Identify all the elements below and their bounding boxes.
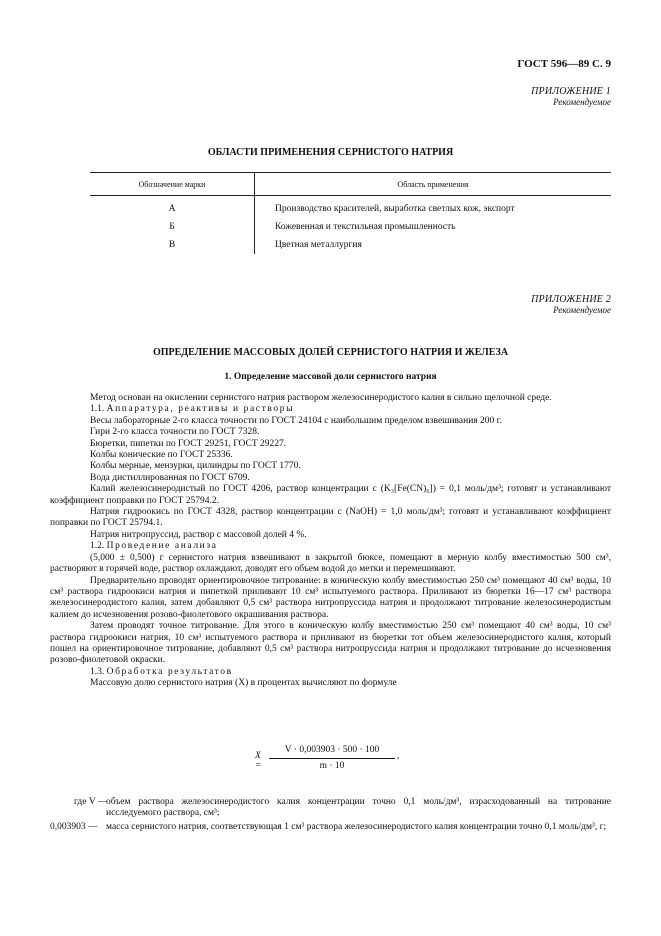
table-header-row (90, 173, 611, 196)
intro-paragraph: Метод основан на окислении сернистого натрия раствором железосинеродистого калия в сильно щелочной среде. (90, 393, 552, 403)
formula-comma: , (397, 751, 400, 761)
legend-text: объем раствора железосинеродистого калия концентрации точно 0,1 моль/дм³, израсходованный на титрование исследуемого раствора, см³; (106, 797, 611, 819)
formula-fraction (269, 745, 395, 773)
equipment-item: Весы лабораторные 2-го класса точности по ГОСТ 24104 с наибольшим пределом взвешивания 200 г. (90, 415, 502, 426)
cell-area: Кожевенная и текстильная промышленность (255, 218, 612, 236)
preliminary-titration-paragraph: Предварительно проводят ориентировочное титрование: в коническую колбу вместимостью 250 см³ помещают 40 см³ воды, 10 см³ раствора гидроокиси натрия и пипеткой приливают 10 см³ испытуемого раствора. Приливают из бюретки 16—17 см³ раствора железосинеродистого калия, затем добавляют 0,5 см³ раствора нитропруссида натрия и продолжают титрование железосинеродистым калием до исчезновения розово-фиолетового окрашивания раствора. (50, 575, 611, 620)
appendix-1-title: ОБЛАСТИ ПРИМЕНЕНИЯ СЕРНИСТОГО НАТРИЯ (207, 147, 454, 158)
reagent-kalium: Калий железосинеродистый по ГОСТ 4206, раствор концентрации с (K₃[Fe(CN)₆]) = 0,1 моль/дм³; готовят и устанавливают коэффициент поправки по ГОСТ 25794.2. (50, 484, 611, 506)
appendix-2-label: ПРИЛОЖЕНИЕ 2 (531, 294, 611, 305)
formula-denominator: m · 10 (319, 761, 345, 771)
section-1-1-heading: 1.1. Аппаратура, реактивы и растворы (90, 404, 295, 415)
table-row (90, 218, 611, 236)
appendix-2-title: ОПРЕДЕЛЕНИЕ МАССОВЫХ ДОЛЕЙ СЕРНИСТОГО НАТРИЯ И ЖЕЛЕЗА (152, 347, 509, 358)
equipment-item: Бюретки, пипетки по ГОСТ 29251, ГОСТ 29227. (90, 438, 287, 449)
applications-table (90, 172, 611, 254)
column-header-mark: Обозначение марки (90, 173, 255, 196)
legend-item (50, 822, 611, 833)
page-header: ГОСТ 596—89 С. 9 (517, 58, 611, 70)
appendix-1-label-block (531, 86, 611, 108)
fraction-bar (269, 758, 395, 759)
calculation-intro: Массовую долю сернистого натрия (X) в процентах вычисляют по формуле (90, 678, 397, 689)
formula-legend (50, 797, 611, 833)
appendix-2-note: Рекомендуемое (553, 305, 611, 315)
legend-key: 0,003903 — (50, 821, 98, 832)
equipment-item: Вода дистиллированная по ГОСТ 6709. (90, 472, 250, 483)
formula-numerator: V · 0,003903 · 500 · 100 (284, 745, 380, 755)
reagent-naoh: Натрия гидроокись по ГОСТ 4328, раствор концентрации с (NaOH) = 1,0 моль/дм³; готовят и устанавливают коэффициент поправки по ГОСТ 25794.1. (50, 507, 611, 529)
formula-lhs: X = (255, 751, 262, 771)
cell-mark: А (168, 204, 176, 214)
cell-mark: В (168, 240, 176, 250)
equipment-item: Гири 2-го класса точности по ГОСТ 7328. (90, 427, 260, 438)
section-1-3-heading: 1.3. Обработка результатов (90, 666, 233, 677)
legend-key: где V — (74, 797, 108, 807)
reagent-nitroprusside: Натрия нитропруссид, раствор с массовой долей 4 %. (90, 529, 307, 540)
sample-paragraph: (5,000 ± 0,500) г сернистого натрия взвешивают в закрытой бюксе, помещают в мерную колбу вместимостью 500 см³, растворяют в горячей воде, раствор охлаждают, доводят его объем водой до метки и перемешивают. (50, 552, 611, 575)
table-row (90, 200, 611, 218)
legend-item (50, 797, 611, 820)
cell-area: Производство красителей, выработка светлых кож, экспорт (255, 200, 612, 218)
equipment-item: Колбы конические по ГОСТ 25336. (90, 450, 233, 461)
column-header-area: Область применения (255, 173, 612, 196)
legend-text: масса сернистого натрия, соответствующая 1 см³ раствора железосинеродистого калия концентрации точно 0,1 моль/дм³, г; (106, 821, 607, 832)
table-row (90, 236, 611, 254)
method-text (50, 393, 611, 690)
appendix-1-label: ПРИЛОЖЕНИЕ 1 (531, 86, 611, 97)
equipment-item: Колбы мерные, мензурки, цилиндры по ГОСТ 1770. (90, 461, 301, 472)
section-1-2-heading: 1.2. Проведение анализа (90, 541, 218, 552)
cell-mark: Б (169, 222, 175, 232)
appendix-2-label-block (531, 294, 611, 316)
appendix-1-note: Рекомендуемое (553, 97, 611, 107)
cell-area: Цветная металлургия (255, 236, 612, 254)
section-1-title: 1. Определение массовой доли сернистого натрия (224, 372, 437, 382)
precise-titration-paragraph: Затем проводят точное титрование. Для этого в коническую колбу вместимостью 250 см³ помещают 40 см³ воды, 10 см³ раствора гидроокиси натрия, 10 см³ испытуемого раствора и приливают из бюретки тот объем железосинеродистого калия, который пошел на ориентировочное титрование, добавляют 0,5 см³ раствора нитропруссида натрия и продолжают титрование до исчезновения розово-фиолетовой окраски. (50, 621, 611, 666)
